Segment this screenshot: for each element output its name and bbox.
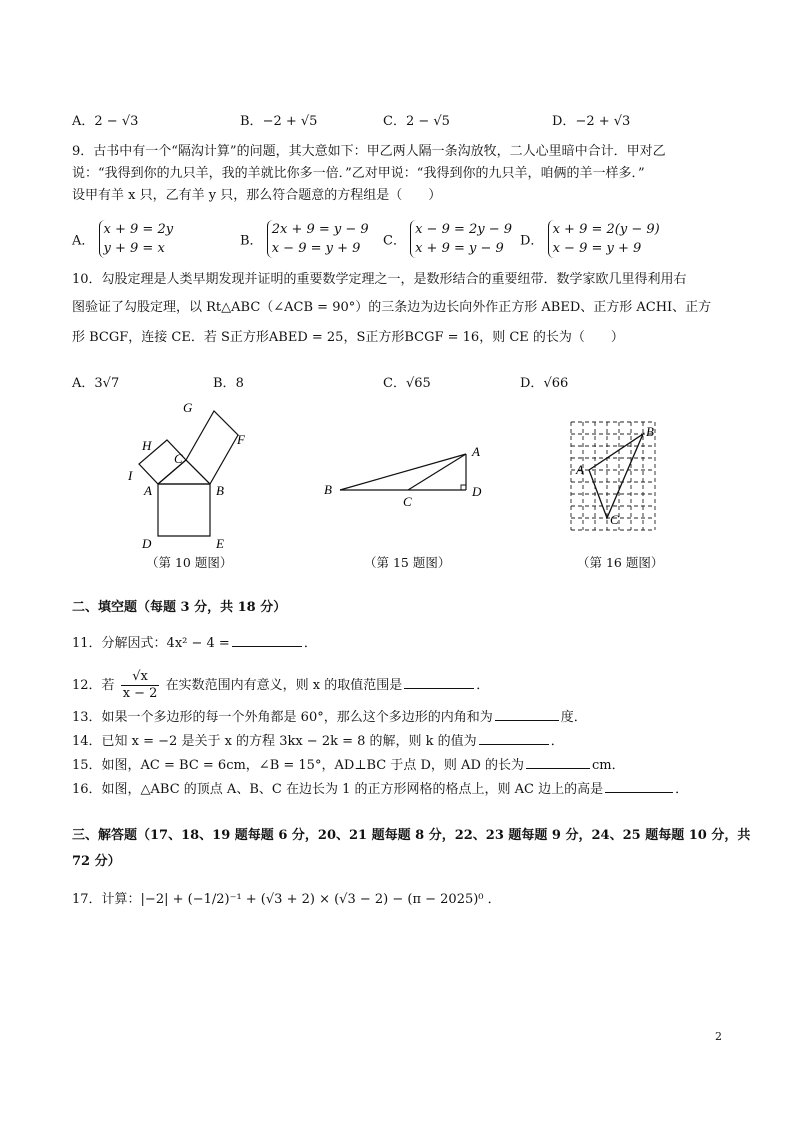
section-3-title-line-1: 三、解答题（17、18、19 题每题 6 分，20、21 题每题 8 分，22、23 题每题 9 分，24、25 题每题 10 分，共 xyxy=(72,828,751,843)
q8-option-c: C．2 − √5 xyxy=(383,114,450,129)
q9-line-1: 9．古书中有一个“隔沟计算”的问题，其大意如下：甲乙两人隔一条沟放牧，二人心里暗中合计．甲对乙 xyxy=(72,144,666,159)
triangle-abc xyxy=(158,430,234,484)
fig10-label-b: B xyxy=(216,483,224,498)
triangle-abc xyxy=(589,434,643,518)
q10-line-1: 10．勾股定理是人类早期发现并证明的重要数学定理之一，是数形结合的重要纽带．数学家欧几里得利用右 xyxy=(72,272,687,287)
q10-option-d: D．√66 xyxy=(520,376,569,391)
figure-10-caption: （第 10 题图） xyxy=(146,555,233,570)
q10-line-2: 图验证了勾股定理，以 Rt△ABC（∠ACB = 90°）的三条边为边长向外作正方形 ABED、正方形 ACHI、正方 xyxy=(72,300,712,315)
q8-option-a: A．2 − √3 xyxy=(72,114,139,129)
fig10-label-d: D xyxy=(142,536,152,551)
q10-option-c: C．√65 xyxy=(383,376,431,391)
fig15-label-c: C xyxy=(403,494,412,509)
q10-line-3: 形 BCGF，连接 CE．若 S正方形ABED = 25，S正方形BCGF = 16，则 CE 的长为（ ） xyxy=(72,330,624,345)
fig10-label-g: G xyxy=(183,400,193,415)
q12-fraction: $\frac{√x}{x - 2}$ xyxy=(122,669,158,701)
fig15-label-d: D xyxy=(472,484,482,499)
figure-16-caption: （第 16 题图） xyxy=(577,555,664,570)
q10-option-b: B．8 xyxy=(213,376,244,391)
figure-15-caption: （第 15 题图） xyxy=(364,555,451,570)
q9-option-c: C． x − 9 = 2y − 9 x + 9 = y − 9 xyxy=(383,222,513,256)
q9-option-d: D． x + 9 = 2(y − 9) x − 9 = y + 9 xyxy=(520,222,660,256)
section-3-title-line-2: 72 分） xyxy=(72,854,121,869)
fig15-label-b: B xyxy=(324,482,332,497)
fig16-label-a: A xyxy=(576,462,584,477)
fig10-label-h: H xyxy=(142,438,152,453)
q16: 16．如图，△ABC 的顶点 A、B、C 在边长为 1 的正方形网格的格点上，则 AC 边上的高是 ． xyxy=(72,778,688,800)
figure-15 xyxy=(318,440,498,512)
square-bcgf xyxy=(186,411,238,484)
q11: 11．分解因式：4x² − 4 = ． xyxy=(72,632,317,654)
square-abed xyxy=(158,484,210,536)
fig10-label-c: C xyxy=(174,451,183,466)
fig16-label-b: B xyxy=(646,424,654,439)
q9-line-2: 说：“我得到你的九只羊，我的羊就比你多一倍．”乙对甲说：“我得到你的九只羊，咱俩的羊一样多．” xyxy=(72,166,645,181)
q8-option-b: B．−2 + √5 xyxy=(240,114,318,129)
fig16-label-c: C xyxy=(610,512,619,527)
q13: 13．如果一个多边形的每一个外角都是 60°，那么这个多边形的内角和为 度． xyxy=(72,706,587,728)
figure-10 xyxy=(120,400,270,552)
q10-option-a: A．3√7 xyxy=(72,376,120,391)
fig10-label-f: F xyxy=(237,432,245,447)
section-2-title: 二、填空题（每题 3 分，共 18 分） xyxy=(72,600,287,615)
q9-option-a: A． x + 9 = 2y y + 9 = x xyxy=(72,222,174,256)
fig10-label-a: A xyxy=(144,483,152,498)
q9-option-b: B． 2x + 9 = y − 9 x − 9 = y + 9 xyxy=(240,222,369,256)
q8-option-d: D．−2 + √3 xyxy=(552,114,631,129)
q9-line-3: 设甲有羊 x 只，乙有羊 y 只，那么符合题意的方程组是（ ） xyxy=(72,188,442,203)
fig10-label-i: I xyxy=(128,468,133,483)
fig10-label-e: E xyxy=(216,536,224,551)
page-number: 2 xyxy=(715,1030,722,1043)
q17: 17．计算：|−2| + (−1/2)⁻¹ + (√3 + 2) × (√3 − 2) − (π − 2025)⁰ ． xyxy=(72,892,501,907)
q15: 15．如图，AC = BC = 6cm，∠B = 15°，AD⊥BC 于点 D，则 AD 的长为 cm． xyxy=(72,754,625,776)
figure-16 xyxy=(560,414,670,538)
q14: 14．已知 x = −2 是关于 x 的方程 3kx − 2k = 8 的解，则 k 的值为 ． xyxy=(72,730,564,752)
q12: 12．若 $\frac{√x}{x - 2}$ 在实数范围内有意义，则 x 的取值范围是 ． xyxy=(72,669,490,701)
fig15-label-a: A xyxy=(472,444,480,459)
